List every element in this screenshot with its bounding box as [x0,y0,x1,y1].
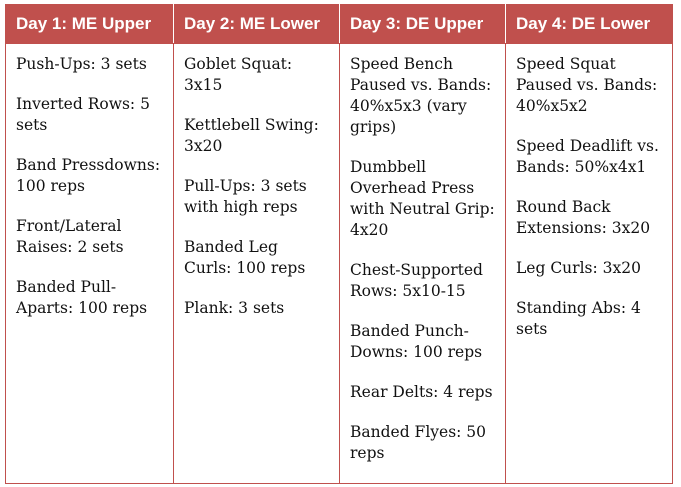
exercise-item: Banded Flyes: 50 reps [350,423,487,462]
exercise-item: Plank: 3 sets [184,299,285,317]
day-4-cell [506,44,673,484]
exercise-item: Standing Abs: 4 sets [516,299,641,338]
exercise-row [6,44,673,484]
day-3-cell [340,44,506,484]
exercise-item: Banded Leg Curls: 100 reps [184,238,306,277]
header-row [6,5,673,44]
exercise-item: Speed Squat Paused vs. Bands: 40%x5x2 [516,55,658,115]
exercise-item: Banded Pull-Aparts: 100 reps [16,278,148,317]
column-header-day-1: Day 1: ME Upper [6,5,174,44]
exercise-item: Rear Delts: 4 reps [350,383,493,401]
exercise-item: Round Back Extensions: 3x20 [516,198,651,237]
exercise-item: Front/Lateral Raises: 2 sets [16,217,124,256]
exercise-item: Banded Punch-Downs: 100 reps [350,322,483,361]
exercise-item: Pull-Ups: 3 sets with high reps [184,177,307,216]
day-2-cell [174,44,340,484]
column-header-day-2: Day 2: ME Lower [174,5,340,44]
exercise-item: Kettlebell Swing: 3x20 [184,116,319,155]
workout-program-table [5,4,673,484]
exercise-item: Band Pressdowns: 100 reps [16,156,161,195]
exercise-item: Push-Ups: 3 sets [16,55,147,73]
exercise-item: Chest-Supported Rows: 5x10-15 [350,261,483,300]
column-header-day-4: Day 4: DE Lower [506,5,673,44]
exercise-item: Speed Deadlift vs. Bands: 50%x4x1 [516,137,659,176]
day-1-cell [6,44,174,484]
exercise-item: Goblet Squat: 3x15 [184,55,293,94]
exercise-item: Inverted Rows: 5 sets [16,95,150,134]
exercise-item: Leg Curls: 3x20 [516,259,641,277]
exercise-item: Speed Bench Paused vs. Bands: 40%x5x3 (vary grips) [350,55,492,136]
exercise-item: Dumbbell Overhead Press with Neutral Grip: 4x20 [350,158,495,239]
column-header-day-3: Day 3: DE Upper [340,5,506,44]
